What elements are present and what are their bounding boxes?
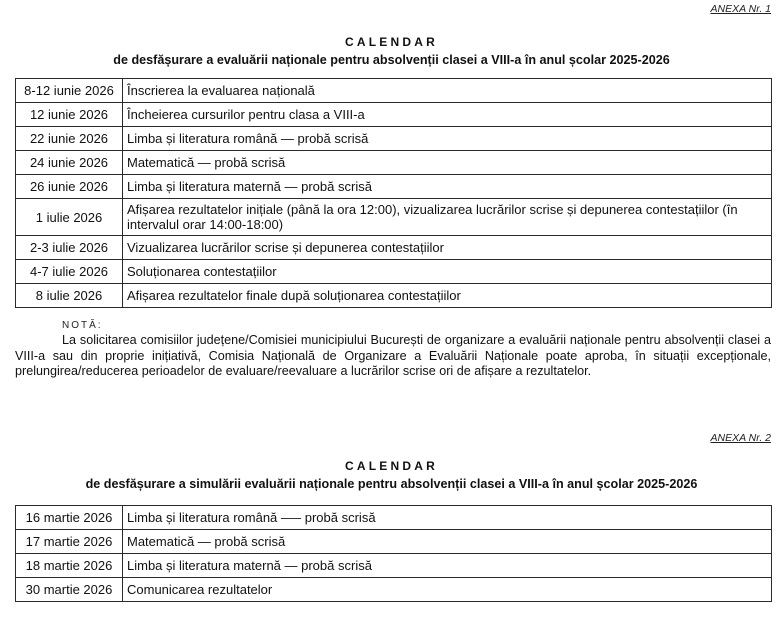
activity-cell: Afișarea rezultatelor finale după soluționarea contestațiilor: [123, 284, 772, 308]
annex-2-label: ANEXA Nr. 2: [710, 432, 771, 444]
date-cell: 17 martie 2026: [16, 530, 123, 554]
table-row: [16, 236, 772, 260]
date-cell: 1 iulie 2026: [16, 199, 123, 236]
activity-cell: Afișarea rezultatelor inițiale (până la ora 12:00), vizualizarea lucrărilor scrise și depunerea contestațiilor (în intervalul orar 14:00-18:00): [123, 199, 772, 236]
date-cell: 2-3 iulie 2026: [16, 236, 123, 260]
table-row: [16, 554, 772, 578]
activity-cell: Limba și literatura română — probă scrisă: [123, 127, 772, 151]
table-row: [16, 199, 772, 236]
table-row: [16, 530, 772, 554]
activity-cell: Încheierea cursurilor pentru clasa a VIII-a: [123, 103, 772, 127]
table-row: [16, 103, 772, 127]
activity-cell: Limba și literatura maternă — probă scrisă: [123, 175, 772, 199]
annex-1-label: ANEXA Nr. 1: [710, 3, 771, 15]
activity-cell: Matematică — probă scrisă: [123, 151, 772, 175]
activity-cell: Limba și literatura maternă — probă scrisă: [123, 554, 772, 578]
date-cell: 4-7 iulie 2026: [16, 260, 123, 284]
annex-1-title: CALENDAR: [345, 35, 438, 49]
date-cell: 18 martie 2026: [16, 554, 123, 578]
table-row: [16, 260, 772, 284]
date-cell: 22 iunie 2026: [16, 127, 123, 151]
table-row: [16, 506, 772, 530]
activity-cell: Limba și literatura română —– probă scrisă: [123, 506, 772, 530]
date-cell: 12 iunie 2026: [16, 103, 123, 127]
activity-cell: Înscrierea la evaluarea națională: [123, 79, 772, 103]
date-cell: 8-12 iunie 2026: [16, 79, 123, 103]
table-row: [16, 79, 772, 103]
table-row: [16, 284, 772, 308]
table-row: [16, 578, 772, 602]
activity-cell: Soluționarea contestațiilor: [123, 260, 772, 284]
note-heading: NOTĂ:: [62, 320, 103, 331]
simulation-calendar-table: [15, 505, 772, 602]
date-cell: 30 martie 2026: [16, 578, 123, 602]
date-cell: 8 iulie 2026: [16, 284, 123, 308]
national-evaluation-calendar-table: [15, 78, 772, 308]
annex-2-subtitle: de desfășurare a simulării evaluării naționale pentru absolvenții clasei a VIII-a în anul școlar 2025-2026: [85, 477, 698, 491]
table-row: [16, 151, 772, 175]
activity-cell: Comunicarea rezultatelor: [123, 578, 772, 602]
annex-1-subtitle: de desfășurare a evaluării naționale pentru absolvenții clasei a VIII-a în anul școlar 2025-2026: [113, 53, 670, 67]
annex-2-title: CALENDAR: [345, 459, 438, 473]
date-cell: 16 martie 2026: [16, 506, 123, 530]
activity-cell: Vizualizarea lucrărilor scrise și depunerea contestațiilor: [123, 236, 772, 260]
activity-cell: Matematică — probă scrisă: [123, 530, 772, 554]
date-cell: 24 iunie 2026: [16, 151, 123, 175]
date-cell: 26 iunie 2026: [16, 175, 123, 199]
note-text: La solicitarea comisiilor județene/Comisiei municipiului București de organizare a evaluării naționale pentru absolvenții clasei a VIII-a sau din proprie inițiativă, Comisia Națională de Organizare a Evaluării Naționale poate aproba, în situații excepționale, prelungirea/reducerea perioadelor de evaluare/reevaluare a lucrărilor scrise ori de afișare a rezultatelor.: [15, 333, 771, 378]
table-row: [16, 175, 772, 199]
table-row: [16, 127, 772, 151]
